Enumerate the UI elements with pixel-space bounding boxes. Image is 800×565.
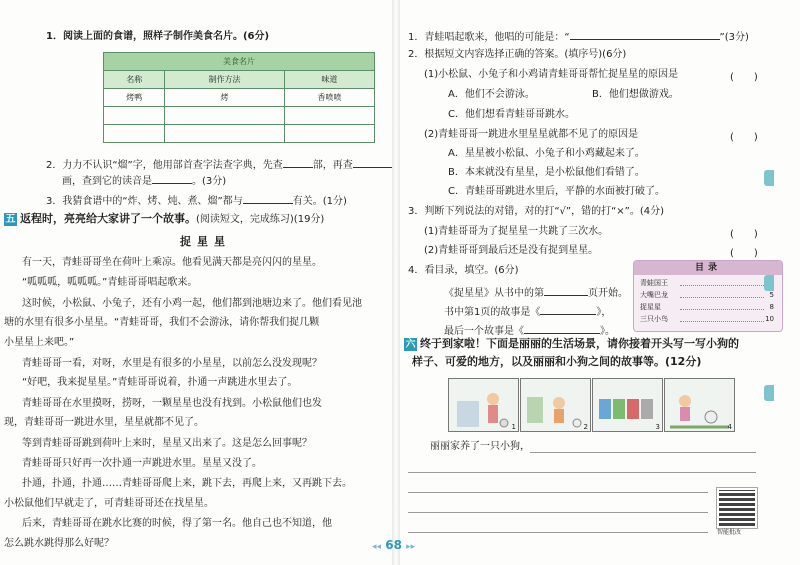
cell-taste: 香喷喷 [284,89,374,107]
side-tab[interactable] [764,275,774,291]
option-c: C．他们想看青蛙哥哥跳水。 [448,109,575,120]
section-5-header: 五 返程时，亮亮给大家讲了一个故事。(阅读短文，完成练习)(19分) [5,212,325,225]
blank-cell[interactable] [104,125,165,143]
left-page [0,0,390,565]
question-3: 3．我猜食谱中的“炸、烤、炖、煮、熘”都与 有关。(1分) [46,192,347,209]
question-1: 1．阅读上面的食谱，照样子制作美食名片。(6分) [46,31,270,42]
writing-line[interactable] [408,512,708,513]
sub-question-2-2: (2)青蛙哥哥一跳进水里星星就都不见了的原因是 [424,129,639,140]
blank-cell[interactable] [284,125,374,143]
food-card-table [103,52,375,143]
scene-picture [448,378,519,432]
next-arrow-icon: ▸▸ [406,542,416,552]
story-title: 捉星星 [180,235,231,248]
toc-item: 大嘴巴龙 5 [640,291,774,299]
qr-code-icon[interactable] [717,488,757,528]
blank-cell[interactable] [165,107,284,125]
option-a: A．他们不会游泳。 [448,89,535,100]
page-fold [392,0,400,565]
story-paragraph: 后来，青蛙哥哥在跳水比赛的时候，得了第一名。他自己也不知道，他 [22,518,332,529]
writing-line[interactable] [530,452,756,453]
statement-2: (2)青蛙哥哥到最后还是没有捉到星星。 [424,245,599,256]
answer-paren[interactable]: ( ) [730,248,758,259]
picture-number: 4 [727,423,732,431]
story-paragraph: 现，青蛙哥哥一跳进水里，星星就都不见了。 [4,417,204,428]
sub-question-2-1: (1)小松鼠、小兔子和小鸡请青蛙哥哥帮忙捉星星的原因是 [424,69,679,80]
food-card-title: 美食名片 [104,53,375,71]
picture-number: 3 [655,423,660,431]
toc-fill-2: 书中第1页的故事是《 》， [444,303,611,320]
answer-blank[interactable] [524,322,600,334]
answer-paren[interactable]: ( ) [730,72,758,83]
writing-line[interactable] [408,492,708,493]
blank-cell[interactable] [165,125,284,143]
scene-picture [592,378,663,432]
col-header-taste: 味道 [284,71,374,89]
toc-title: 目录 [634,261,782,275]
section-6-header-cont: 样子、可爱的地方，以及丽丽和小狗之间的故事等。(12分) [412,355,702,368]
story-paragraph: 小星星上来吧。” [4,337,75,348]
option-c: C．青蛙哥哥跳进水里后，平静的水面被打破了。 [448,186,665,197]
picture-number: 2 [583,423,588,431]
answer-blank[interactable] [353,156,393,168]
right-question-2: 2．根据短文内容选择正确的答案。(填序号)(6分) [408,49,627,60]
toc-item: 青蛙国王 [640,279,774,288]
answer-blank[interactable] [540,303,596,315]
page-number: ◂◂ 68 ▸▸ [372,538,416,552]
right-question-1: 1．青蛙唱起歌来，他唱的可能是：“ ”(3分) [408,28,749,45]
story-paragraph: 这时候，小松鼠、小兔子，还有小鸡一起，他们都到池塘边来了。他们看见池 [22,298,362,309]
option-b: B．本来就没有星星，是小松鼠他们看错了。 [448,167,645,178]
option-b: B．他们想做游戏。 [592,89,679,100]
writing-line[interactable] [408,532,708,533]
cell-name: 烤鸭 [104,89,165,107]
right-page [400,0,792,565]
right-question-3: 3．判断下列说法的对错，对的打“√”，错的打“×”。(4分) [408,206,665,217]
answer-paren[interactable]: ( ) [730,132,758,143]
toc-fill-3: 最后一个故事是《 》。 [444,322,615,339]
option-a: A．星星被小松鼠、小兔子和小鸡藏起来了。 [448,148,645,159]
writing-start: 丽丽家养了一只小狗， [430,441,530,452]
question-2: 2．力力不认识“熘”字，他用部首查字法查字典，先查 部，再查 [46,156,393,173]
scene-picture [520,378,591,432]
blank-cell[interactable] [104,107,165,125]
story-paragraph: 有一天，青蛙哥哥坐在荷叶上乘凉。他看见满天都是亮闪闪的星星。 [22,257,322,268]
story-paragraph: 青蛙哥哥只好再一次扑通一声跳进水里。星星又没了。 [22,458,262,469]
toc-fill-1: 《捉星星》从书中的第 页开始。 [444,284,628,301]
answer-blank[interactable] [243,192,293,204]
table-of-contents [633,260,783,332]
qr-label: 智能批改 [717,529,742,536]
story-paragraph: 青蛙哥哥一看，对呀，水里是有很多的小星星，以前怎么没发现呢？ [22,358,322,369]
answer-paren[interactable]: ( ) [730,229,758,240]
writing-line[interactable] [408,472,756,473]
side-tab[interactable] [764,385,774,401]
prev-arrow-icon: ◂◂ [372,542,382,552]
story-paragraph: 怎么跳水跳得那么好呢？ [4,538,114,549]
story-paragraph: 青蛙哥哥在水里摸呀，捞呀，一颗星星也没有找到。小松鼠他们也发 [22,398,322,409]
blank-cell[interactable] [284,107,374,125]
answer-blank[interactable] [544,284,588,296]
statement-1: (1)青蛙哥哥为了捉星星一共跳了三次水。 [424,226,609,237]
toc-item: 捉星星 8 [640,303,774,311]
story-paragraph: “呱呱呱，呱呱呱。”青蛙哥哥唱起歌来。 [22,277,198,288]
story-paragraph: 扑通，扑通，扑通……青蛙哥哥爬上来，跳下去，再爬上来，又再跳下去。 [22,478,352,489]
col-header-name: 名称 [104,71,165,89]
section-badge: 五 [5,214,16,225]
story-paragraph: “好吧，我来捉星星。”青蛙哥哥说着，扑通一声跳进水里去了。 [22,377,298,388]
section-badge: 六 [405,339,416,350]
cell-method: 烤 [165,89,284,107]
answer-blank[interactable] [570,28,720,40]
picture-number: 1 [511,423,516,431]
col-header-method: 制作方法 [165,71,284,89]
section-6-header: 六 终于到家啦！下面是丽丽的生活场景，请你接着开头写一写小狗的 [405,337,739,350]
question-2-cont: 画，查到它的读音是 。(3分) [62,172,226,189]
answer-blank[interactable] [283,156,313,168]
story-paragraph: 小松鼠他们早就走了，可青蛙哥哥还在找星星。 [4,498,214,509]
story-paragraph: 等到青蛙哥哥跳到荷叶上来时，星星又出来了。这是怎么回事呢？ [22,438,312,449]
side-tab[interactable] [764,170,774,186]
answer-blank[interactable] [152,172,192,184]
right-question-4: 4．看目录，填空。(6分) [408,265,519,276]
story-paragraph: 塘的水里有很多小星星。“青蛙哥哥，我们不会游泳，请你帮我们捉几颗 [4,317,320,328]
toc-item: 三只小鸟 10 [640,315,774,323]
scene-picture [664,378,735,432]
